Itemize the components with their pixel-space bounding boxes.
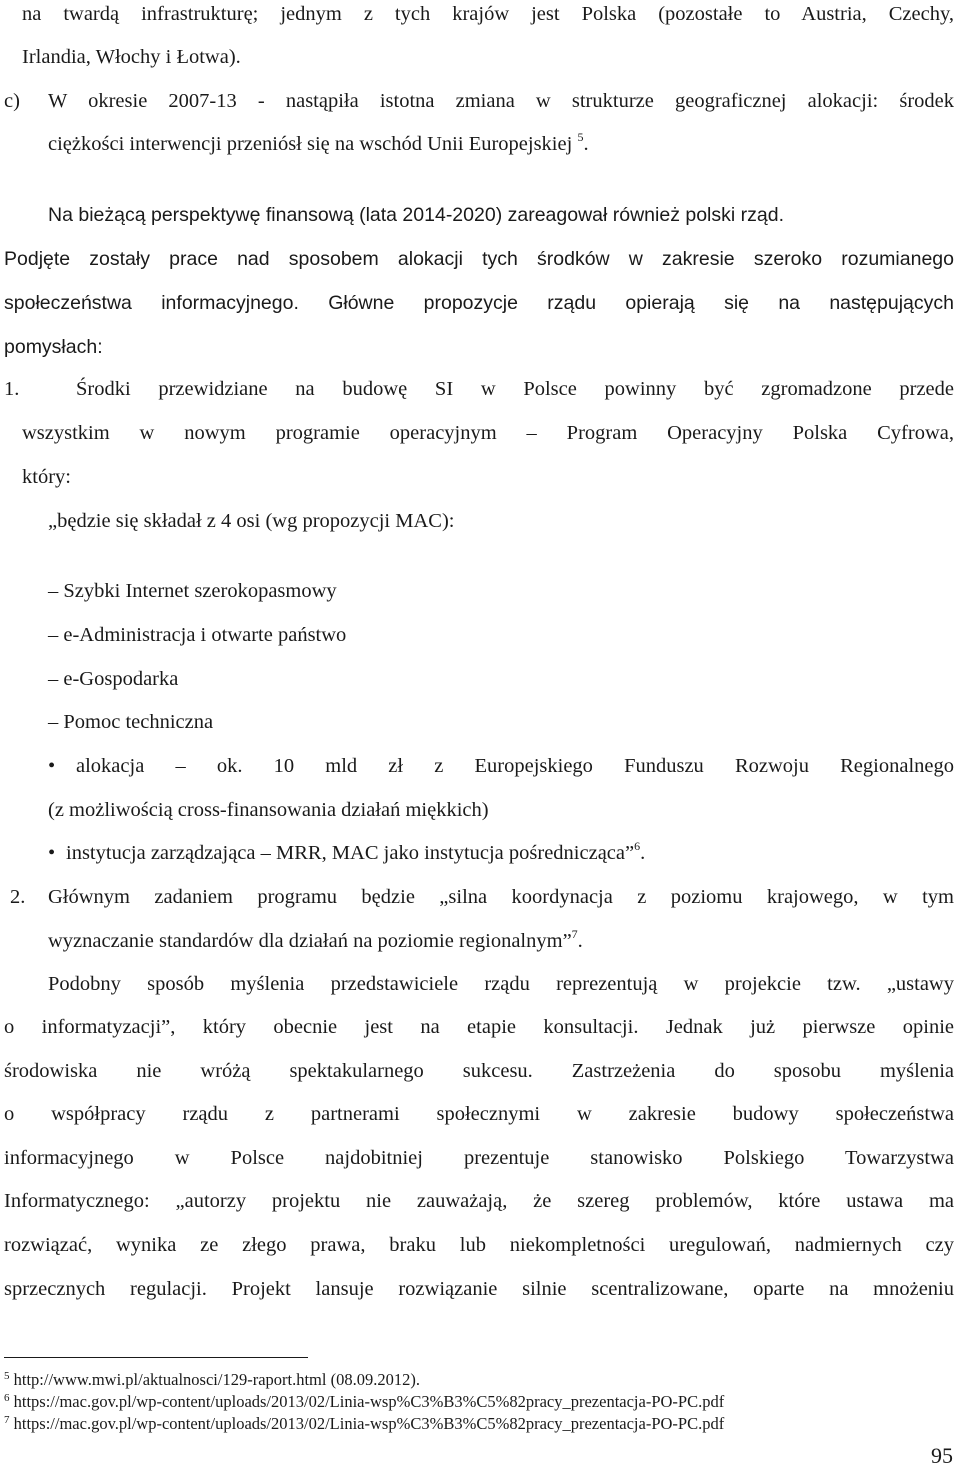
body-line: wyznaczanie standardów dla działań na poziomie regionalnym”$^7$. <box>48 927 583 952</box>
body-line: o informatyzacji”, który obecnie jest na etapie konsultacji. Jednak już pierwsze opinie <box>4 1016 954 1038</box>
body-line: alokacja – ok. 10 mld zł z Europejskiego Funduszu Rozwoju Regionalnego <box>76 755 954 777</box>
footnote-ref[interactable]: 6 <box>634 839 641 853</box>
body-line: Środki przewidziane na budowę SI w Polsce powinny być zgromadzone przede <box>76 378 954 400</box>
body-line: o współpracy rządu z partnerami społecznymi w zakresie budowy społeczeństwa <box>4 1103 954 1125</box>
footnote-link[interactable]: https://mac.gov.pl/wp-content/uploads/2013/02/Linia-wsp%C3%B3%C5%82pracy_prezentacja-PO-PC.pdf <box>13 1414 725 1433</box>
body-line: sprzecznych regulacji. Projekt lansuje rozwiązanie silnie scentralizowane, oparte na mnożeniu <box>4 1278 954 1300</box>
list-marker-c: c) <box>4 90 20 112</box>
body-line: społeczeństwa informacyjnego. Główne propozycje rządu opierają się na następujących <box>4 292 954 314</box>
body-line: Na bieżącą perspektywę finansową (lata 2014-2020) zareagował również polski rząd. <box>48 204 784 226</box>
body-line: instytucja zarządzająca – MRR, MAC jako instytucja pośrednicząca”$^6$. <box>66 839 646 864</box>
footnote-link[interactable]: https://mac.gov.pl/wp-content/uploads/2013/02/Linia-wsp%C3%B3%C5%82pracy_prezentacja-PO-PC.pdf <box>13 1392 725 1411</box>
footnote: $^7$ https://mac.gov.pl/wp-content/uploads/2013/02/Linia-wsp%C3%B3%C5%82pracy_prezentacja-PO-PC.pdf <box>4 1414 725 1433</box>
footnote: $^6$ https://mac.gov.pl/wp-content/uploads/2013/02/Linia-wsp%C3%B3%C5%82pracy_prezentacja-PO-PC.pdf <box>4 1392 725 1411</box>
list-marker-1: 1. <box>4 378 20 400</box>
axes-intro: „będzie się składał z 4 osi (wg propozycji MAC): <box>48 510 455 532</box>
page-number: 95 <box>931 1443 953 1468</box>
list-item: – e-Gospodarka <box>48 668 179 690</box>
footnote-ref[interactable]: 5 <box>577 130 584 144</box>
list-item: – Szybki Internet szerokopasmowy <box>48 580 337 602</box>
body-line: W okresie 2007-13 - nastąpiła istotna zmiana w strukturze geograficznej alokacji: środek <box>48 90 954 112</box>
body-line: środowiska nie wróżą spektakularnego sukcesu. Zastrzeżenia do sposobu myślenia <box>4 1060 954 1082</box>
footnote-ref[interactable]: 7 <box>571 927 578 941</box>
body-line: Podjęte zostały prace nad sposobem alokacji tych środków w zakresie szeroko rozumianego <box>4 248 954 270</box>
body-line: pomysłach: <box>4 336 103 358</box>
body-line: który: <box>22 466 71 488</box>
footnote-link[interactable]: http://www.mwi.pl/aktualnosci/129-raport.html (08.09.2012). <box>13 1370 420 1389</box>
body-line: Irlandia, Włochy i Łotwa). <box>22 46 241 68</box>
list-item: – Pomoc techniczna <box>48 711 214 733</box>
bullet-icon: • <box>48 842 56 864</box>
body-line: Podobny sposób myślenia przedstawiciele rządu reprezentują w projekcie tzw. „ustawy <box>48 973 954 995</box>
body-line: Informatycznego: „autorzy projektu nie zauważają, że szereg problemów, które ustawa ma <box>4 1190 954 1212</box>
footnote-separator <box>4 1357 308 1358</box>
body-line: rozwiązać, wynika ze złego prawa, braku lub niekompletności uregulowań, nadmiernych czy <box>4 1234 954 1256</box>
body-line: informacyjnego w Polsce najdobitniej prezentuje stanowisko Polskiego Towarzystwa <box>4 1147 954 1169</box>
body-line: wszystkim w nowym programie operacyjnym – Program Operacyjny Polska Cyfrowa, <box>22 422 954 444</box>
body-line: (z możliwością cross-finansowania działań miękkich) <box>48 799 489 821</box>
list-marker-2: 2. <box>10 886 26 908</box>
body-line: na twardą infrastrukturę; jednym z tych krajów jest Polska (pozostałe to Austria, Czechy, <box>22 3 954 25</box>
bullet-icon: • <box>48 755 56 777</box>
body-line: ciężkości interwencji przeniósł się na wschód Unii Europejskiej $^5$. <box>48 130 589 155</box>
list-item: – e-Administracja i otwarte państwo <box>48 624 347 646</box>
body-line: Głównym zadaniem programu będzie „silna koordynacja z poziomu krajowego, w tym <box>48 886 954 908</box>
footnote: $^5$ http://www.mwi.pl/aktualnosci/129-raport.html (08.09.2012). <box>4 1370 420 1389</box>
